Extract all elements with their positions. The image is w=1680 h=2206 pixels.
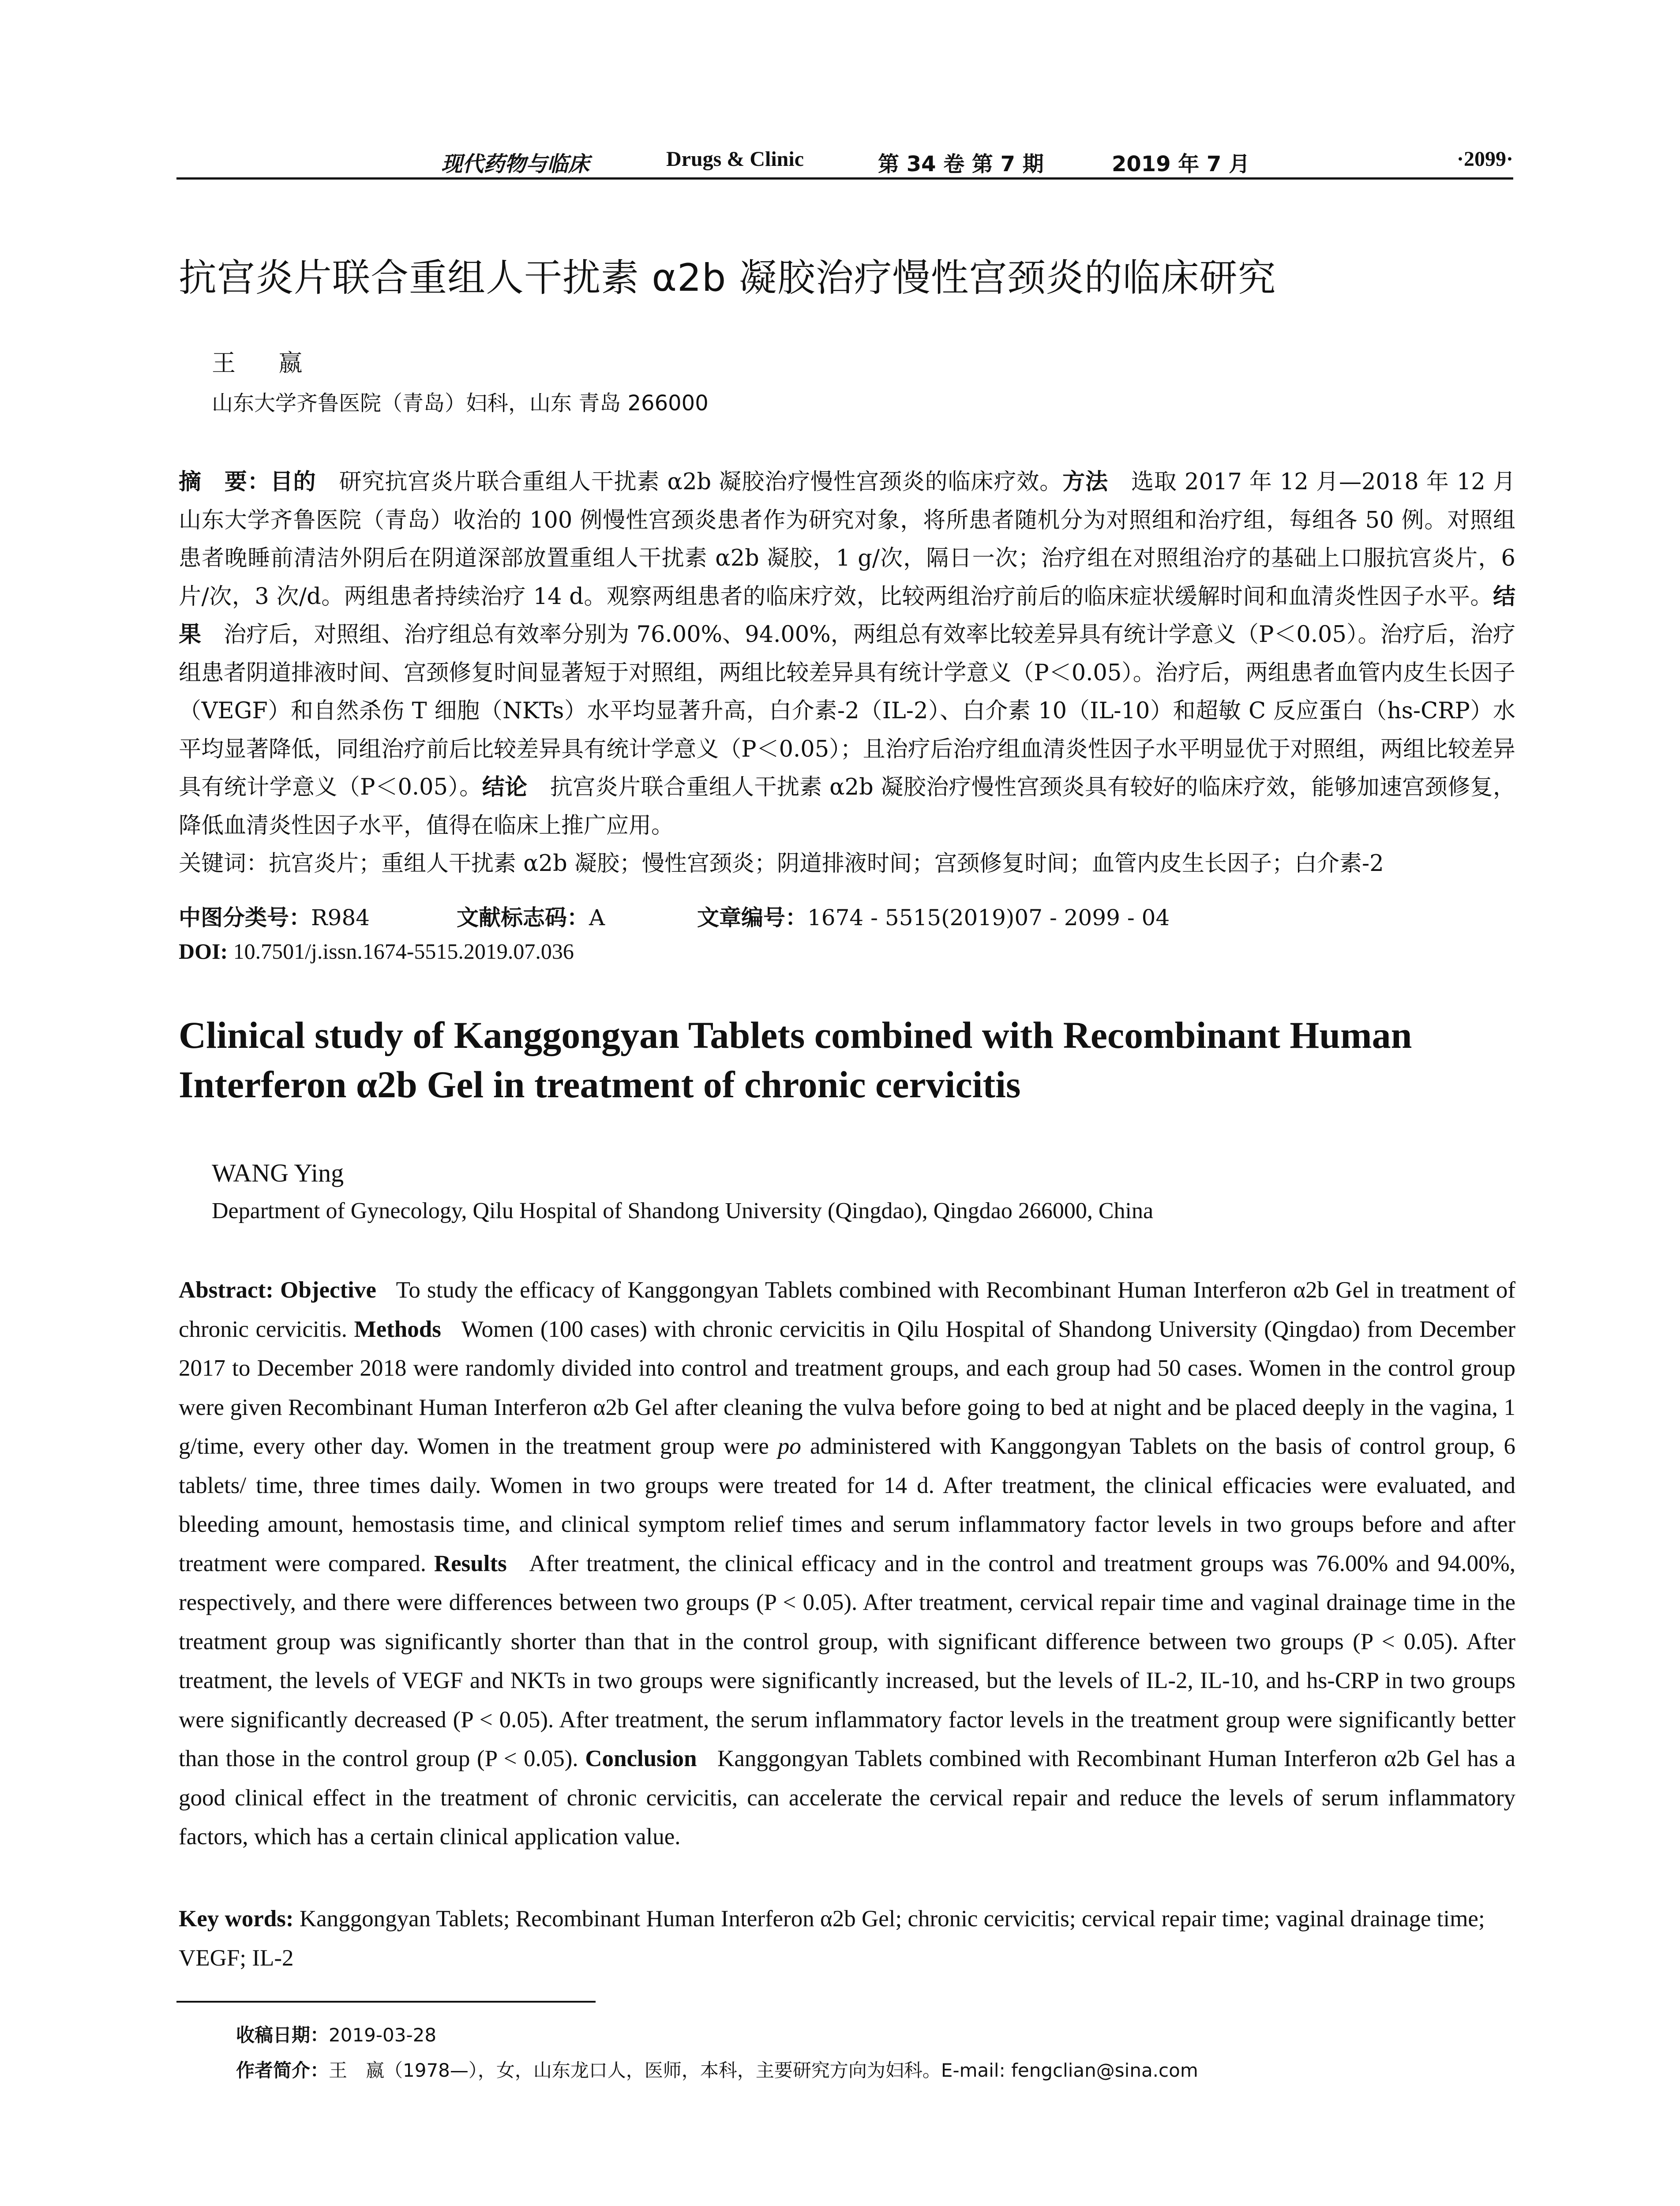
affiliation-en: Department of Gynecology, Qilu Hospital of Shandong University (Qingdao), Qingdao 266000, China bbox=[212, 1198, 1154, 1223]
objective-en-text: To study the efficacy of Kanggongyan Tablets combined with Recombinant Human Interferon α2b Gel in treatment of chronic cervicitis. bbox=[179, 1277, 1516, 1342]
article-title-cn: 抗宫炎片联合重组人干扰素 α2b 凝胶治疗慢性宫颈炎的临床研究 bbox=[179, 256, 1276, 300]
objective-en-label: Objective bbox=[280, 1277, 376, 1303]
keywords-en bbox=[179, 1899, 1515, 1977]
conclusion-cn-text: 抗宫炎片联合重组人干扰素 α2b 凝胶治疗慢性宫颈炎具有较好的临床疗效，能够加速宫颈修复，降低血清炎性因子水平，值得在临床上推广应用。 bbox=[179, 774, 1515, 839]
methods-en-po: po bbox=[777, 1433, 801, 1459]
keywords-cn-text: 抗宫炎片；重组人干扰素 α2b 凝胶；慢性宫颈炎；阴道排液时间；宫颈修复时间；血管内皮生长因子；白介素-2 bbox=[269, 851, 1384, 877]
affiliation-cn: 山东大学齐鲁医院（青岛）妇科，山东 青岛 266000 bbox=[212, 391, 709, 416]
header-divider bbox=[176, 177, 1513, 180]
results-cn-text: 治疗后，对照组、治疗组总有效率分别为 76.00%、94.00%，两组总有效率比较差异具有统计学意义（P＜0.05）。治疗后，治疗组患者阴道排液时间、宫颈修复时间显著短于对照组，两组比较差异具有统计学意义（P＜0.05）。治疗后，两组患者血管内皮生长因子（VEGF）和自然杀伤 T 细胞（NKTs）水平均显著升高，白介素-2（IL-2）、白介素 10（IL-10）和超敏 C 反应蛋白（hs-CRP）水平均显著降低，同组治疗前后比较差异具有统计学意义（P＜0.05）；且治疗后治疗组血清炎性因子水平明显优于对照组，两组比较差异具有统计学意义（P＜0.05）。 bbox=[179, 622, 1515, 800]
results-cn-label: 结果 bbox=[179, 583, 1515, 648]
keywords-cn-label: 关键词： bbox=[179, 851, 269, 877]
author-cn: 王 嬴 bbox=[212, 349, 320, 377]
conclusion-en-label: Conclusion bbox=[585, 1746, 697, 1771]
methods-en-text-a: Women (100 cases) with chronic cervicitis in Qilu Hospital of Shandong University (Qingdao) from December 2017 to December 2018 were randomly divided into control and treatment groups, and each group had 50 cases. Women in the control group were given Recombinant Human Interferon α2b Gel after cleaning the vulva before going to bed at night and be placed deeply in the vagina, 1 g/time, every other day. Women in the treatment group were bbox=[179, 1316, 1516, 1459]
issue-date: 2019 年 7 月 bbox=[1112, 152, 1250, 176]
conclusion-cn-label: 结论 bbox=[482, 774, 528, 800]
article-number: 文章编号：1674 - 5515(2019)07 - 2099 - 04 bbox=[697, 905, 1170, 930]
keywords-en-text: Kanggongyan Tablets; Recombinant Human Interferon α2b Gel; chronic cervicitis; cervical repair time; vaginal drainage time; VEGF; IL-2 bbox=[179, 1906, 1485, 1971]
objective-cn-text: 研究抗宫炎片联合重组人干扰素 α2b 凝胶治疗慢性宫颈炎的临床疗效。 bbox=[339, 469, 1063, 495]
doi-label: DOI: bbox=[179, 939, 228, 964]
results-en-text: After treatment, the clinical efficacy and in the control and treatment groups was 76.00% and 94.00%, respectively, and there were differences between two groups (P < 0.05). After treatment, cervical repair time and vaginal drainage time in the treatment group was significantly shorter than that in the control group, with significant difference between two groups (P < 0.05). After treatment, the levels of VEGF and NKTs in two groups were significantly increased, but the levels of IL-2, IL-10, and hs-CRP in two groups were significantly decreased (P < 0.05). After treatment, the serum inflammatory factor levels in the treatment group were significantly better than those in the control group (P < 0.05). bbox=[179, 1550, 1515, 1771]
article-title-en: Clinical study of Kanggongyan Tablets combined with Recombinant Human Interferon α2b Gel in treatment of chronic cervicitis bbox=[179, 1014, 1412, 1106]
objective-cn-label: 目的 bbox=[270, 469, 316, 495]
journal-name-cn: 现代药物与临床 bbox=[441, 152, 590, 176]
abstract-cn bbox=[179, 463, 1515, 883]
abstract-en-label: Abstract: bbox=[179, 1277, 274, 1303]
abstract-cn-label: 摘 要： bbox=[179, 469, 270, 495]
author-en: WANG Ying bbox=[212, 1159, 344, 1187]
conclusion-en-text: Kanggongyan Tablets combined with Recombinant Human Interferon α2b Gel has a good clinical effect in the treatment of chronic cervicitis, can accelerate the cervical repair and reduce the levels of serum inflammatory factors, which has a certain clinical application value. bbox=[179, 1746, 1516, 1850]
methods-cn-label: 方法 bbox=[1062, 469, 1109, 495]
methods-en-label: Methods bbox=[354, 1316, 441, 1342]
results-en-label: Results bbox=[434, 1550, 507, 1576]
received-date: 收稿日期：2019-03-28 bbox=[236, 2024, 437, 2046]
methods-en-text-b: administered with Kanggongyan Tablets on the basis of control group, 6 tablets/ time, three times daily. Women in two groups were treated for 14 d. After treatment, the clinical efficacies were evaluated, and bleeding amount, hemostasis time, and clinical symptom relief times and serum inflammatory factor levels in two groups before and after treatment were compared. bbox=[179, 1433, 1516, 1576]
journal-name-en: Drugs & Clinic bbox=[666, 147, 804, 171]
doi bbox=[179, 938, 574, 964]
keywords-en-label: Key words: bbox=[179, 1906, 294, 1932]
running-header bbox=[176, 143, 1513, 179]
volume-issue: 第 34 卷 第 7 期 bbox=[878, 152, 1044, 176]
author-bio: 作者简介：王 嬴（1978—），女，山东龙口人，医师，本科，主要研究方向为妇科。E-mail: fengclian@sina.com bbox=[236, 2060, 1198, 2081]
doi-value: 10.7501/j.issn.1674-5515.2019.07.036 bbox=[233, 939, 574, 964]
clc-number: 中图分类号：R984 bbox=[179, 905, 370, 930]
abstract-en bbox=[179, 1271, 1515, 1857]
document-code: 文献标志码：A bbox=[457, 905, 605, 930]
methods-cn-text: 选取 2017 年 12 月—2018 年 12 月山东大学齐鲁医院（青岛）收治的 100 例慢性宫颈炎患者作为研究对象，将所患者随机分为对照组和治疗组，每组各 50 例。对照组患者晚睡前清洁外阴后在阴道深部放置重组人干扰素 α2b 凝胶，1 g/次，隔日一次；治疗组在对照组治疗的基础上口服抗宫炎片，6 片/次，3 次/d。两组患者持续治疗 14 d。观察两组患者的临床疗效，比较两组治疗前后的临床症状缓解时间和血清炎性因子水平。 bbox=[179, 469, 1515, 610]
footnote-divider bbox=[176, 2001, 596, 2003]
page-number: ·2099· bbox=[1456, 147, 1513, 171]
